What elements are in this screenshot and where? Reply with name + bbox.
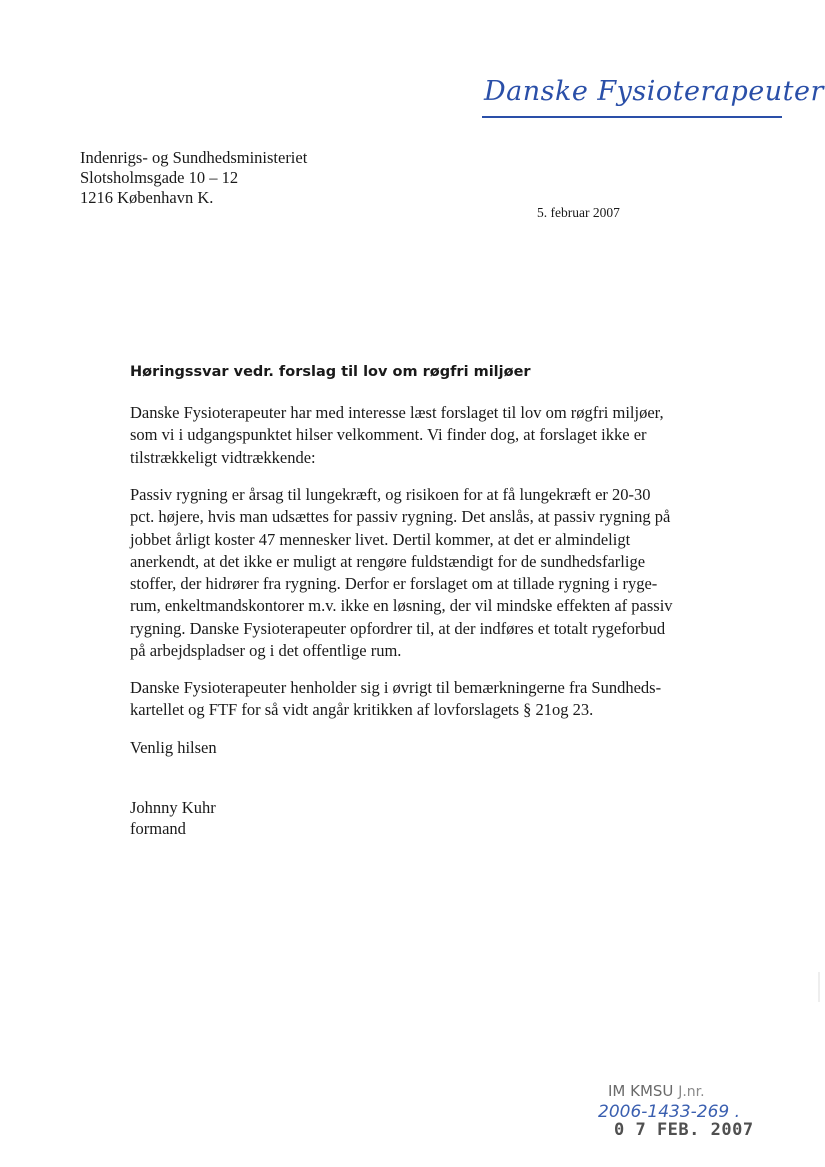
text-line: stoffer, der hidrører fra rygning. Derfor er forslaget om at tillade rygning i ryge-	[130, 574, 658, 594]
text-line: anerkendt, at det ikke er muligt at rengøre fuldstændigt for de sundhedsfarlige	[130, 551, 646, 571]
body-paragraph	[130, 484, 700, 662]
recipient-line: Indenrigs- og Sundhedsministeriet	[80, 148, 308, 167]
logo-wordmark: Danske Fysioterapeuter	[484, 76, 824, 107]
signature-block	[130, 797, 216, 839]
text-line: rygning. Danske Fysioterapeuter opfordrer til, at der indføres et totalt rygeforbud	[130, 618, 666, 638]
logo-underline	[482, 116, 782, 118]
text-line: pct. højere, hvis man udsættes for passiv rygning. Det anslås, at passiv rygning på	[130, 507, 671, 527]
text-line: Danske Fysioterapeuter henholder sig i øvrigt til bemærkningerne fra Sundheds-	[130, 678, 662, 697]
text-line: kartellet og FTF for så vidt angår kritikken af lovforslagets § 21og 23.	[130, 700, 594, 720]
signer-name: Johnny Kuhr	[130, 798, 216, 817]
text-line: rum, enkeltmandskontorer m.v. ikke en løsning, der vil mindske effekten af passiv	[130, 596, 673, 616]
stamp-received-date: 0 7 FEB. 2007	[614, 1120, 754, 1140]
stamp-jnr-label: J.nr.	[678, 1084, 705, 1100]
body-paragraph	[130, 402, 700, 469]
closing-salutation: Venlig hilsen	[130, 738, 217, 757]
stamp-case-number: 2006-1433-269 .	[598, 1102, 741, 1122]
text-line: på arbejdspladser og i det offentlige rum.	[130, 641, 402, 661]
text-line: tilstrækkeligt vidtrækkende:	[130, 447, 316, 467]
recipient-line: 1216 København K.	[80, 188, 214, 207]
body-paragraph	[130, 677, 700, 722]
scan-edge-mark	[818, 972, 820, 1002]
text-line: som vi i udgangspunktet hilser velkomment. Vi finder dog, at forslaget ikke er	[130, 425, 647, 445]
letterhead-logo	[478, 72, 824, 132]
recipient-address	[80, 148, 307, 208]
stamp-office-line	[608, 1082, 705, 1100]
stamp-office: IM KMSU	[608, 1082, 674, 1100]
text-line: jobbet årligt koster 47 mennesker livet. Dertil kommer, at det er almindeligt	[130, 529, 631, 549]
letter-subject: Høringssvar vedr. forslag til lov om røgfri miljøer	[130, 364, 531, 380]
text-line: Passiv rygning er årsag til lungekræft, og risikoen for at få lungekræft er 20-30	[130, 485, 651, 504]
signer-title: formand	[130, 819, 186, 838]
text-line: Danske Fysioterapeuter har med interesse læst forslaget til lov om røgfri miljøer,	[130, 403, 664, 422]
letter-date: 5. februar 2007	[537, 205, 620, 220]
recipient-line: Slotsholmsgade 10 – 12	[80, 168, 239, 187]
received-stamp	[598, 1082, 798, 1162]
